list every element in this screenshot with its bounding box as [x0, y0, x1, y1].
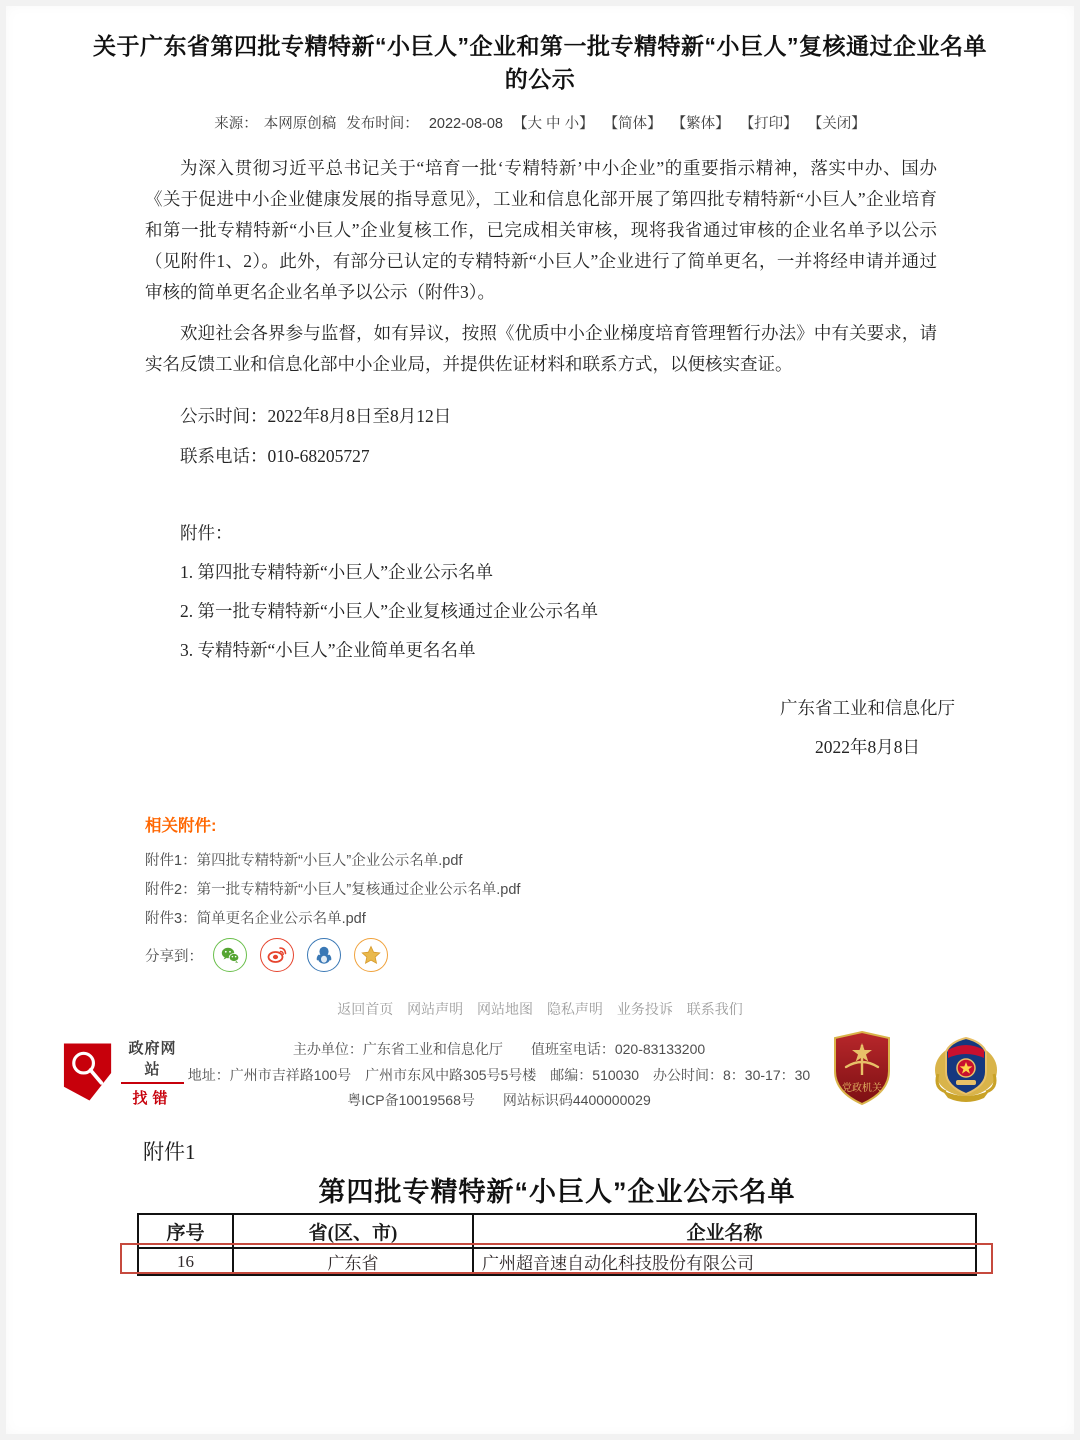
publicity-period: 公示时间：2022年8月8日至8月12日 — [180, 406, 452, 426]
related-file-3-link[interactable]: 简单更名企业公示名单.pdf — [196, 911, 366, 927]
source-label: 来源： — [214, 116, 258, 132]
paragraph-2: 欢迎社会各界参与监督，如有异议，按照《优质中小企业梯度培育管理暂行办法》中有关要求，请实名反馈工业和信息化部中小企业局，并提供佐证材料和联系方式，以便核实查证。 — [145, 323, 937, 374]
cell-company: 广州超音速自动化科技股份有限公司 — [473, 1248, 976, 1275]
share-label: 分享到： — [145, 948, 203, 965]
article-meta — [0, 112, 1080, 133]
pubtime-label: 发布时间： — [346, 116, 419, 132]
footer-nav — [0, 999, 1080, 1019]
related-file-1-label: 附件1： — [145, 853, 197, 869]
paragraph-1: 为深入贯彻习近平总书记关于“培育一批‘专精特新’中小企业”的重要指示精神，落实中办、国办《关于促进中小企业健康发展的指导意见》，工业和信息化部开展了第四批专精特新“小巨人”企业培育和第一批专精特新“小巨人”企业复核工作，已完成相关审核，现将我省通过审核的企业名单予以公示（见附件1、2）。此外，有部分已认定的专精特新“小巨人”企业进行了简单更名，一并将经申请并通过审核的简单更名企业名单予以公示（附件3）。 — [145, 158, 937, 302]
related-file-1-link[interactable]: 第四批专精特新“小巨人”企业公示名单.pdf — [196, 853, 463, 869]
qq-share-icon[interactable] — [307, 938, 341, 972]
annex-table — [137, 1213, 977, 1276]
close-control[interactable]: 【关闭】 — [807, 116, 866, 132]
footer-link-privacy[interactable]: 隐私声明 — [546, 1001, 603, 1017]
find-error-text — [121, 1037, 184, 1108]
footer-link-statement[interactable]: 网站声明 — [407, 1001, 464, 1017]
related-file-row — [145, 909, 745, 929]
weibo-share-icon[interactable] — [260, 938, 294, 972]
footer-info-line2: 地址：广州市吉祥路100号 广州市东风中路305号5号楼 邮编：510030 办公时间：8：30-17：30 — [187, 1066, 811, 1083]
related-file-row — [145, 851, 745, 871]
col-header-seq: 序号 — [138, 1214, 233, 1248]
share-row — [145, 938, 745, 972]
related-file-row — [145, 880, 745, 900]
find-error-flag-icon — [60, 1039, 115, 1105]
find-error-line1: 政府网站 — [121, 1037, 184, 1084]
contact-phone: 联系电话：010-68205727 — [180, 446, 370, 466]
qzone-share-icon[interactable] — [354, 938, 388, 972]
annex-table-data-row — [138, 1248, 976, 1275]
cell-seq: 16 — [138, 1248, 233, 1275]
attachment-item-2: 2. 第一批专精特新“小巨人”企业复核通过企业公示名单 — [180, 601, 599, 621]
related-attachments-section — [145, 812, 745, 972]
signature-date: 2022年8月8日 — [815, 737, 920, 757]
page-title: 关于广东省第四批专精特新“小巨人”企业和第一批专精特新“小巨人”复核通过企业名单的公示 — [93, 33, 987, 92]
annex-table-title: 第四批专精特新“小巨人”企业公示名单 — [318, 1177, 796, 1207]
wechat-share-icon[interactable] — [213, 938, 247, 972]
print-control[interactable]: 【打印】 — [739, 116, 798, 132]
footer-badges — [830, 1026, 1000, 1110]
source-value: 本网原创稿 — [263, 116, 337, 132]
col-header-province: 省(区、市) — [233, 1214, 473, 1248]
font-size-control[interactable]: 【大 中 小】 — [513, 116, 594, 132]
footer-info-line3: 粤ICP备10019568号 网站标识码4400000029 — [347, 1092, 651, 1108]
related-file-3-label: 附件3： — [145, 911, 197, 927]
police-badge-icon[interactable] — [932, 1030, 1000, 1106]
footer-link-sitemap[interactable]: 网站地图 — [477, 1001, 534, 1017]
footer-info-line1: 主办单位：广东省工业和信息化厅 值班室电话：020-83133200 — [292, 1041, 706, 1057]
attachment-item-1: 1. 第四批专精特新“小巨人”企业公示名单 — [180, 562, 494, 582]
related-attachments-heading: 相关附件: — [145, 817, 217, 835]
annex-table-header-row — [138, 1214, 976, 1248]
footer-link-complaint[interactable]: 业务投诉 — [616, 1001, 673, 1017]
signature-block — [780, 695, 955, 759]
related-file-2-label: 附件2： — [145, 882, 197, 898]
attachments-label: 附件： — [180, 523, 233, 543]
article-body — [145, 153, 937, 666]
attachment-item-3: 3. 专精特新“小巨人”企业简单更名名单 — [180, 640, 476, 660]
related-file-2-link[interactable]: 第一批专精特新“小巨人”复核通过企业公示名单.pdf — [196, 882, 521, 898]
party-gov-badge-icon[interactable] — [830, 1029, 894, 1107]
footer-link-contact[interactable]: 联系我们 — [686, 1001, 743, 1017]
party-gov-badge-label: 党政机关 — [842, 1083, 882, 1094]
traditional-control[interactable]: 【繁体】 — [671, 116, 730, 132]
signature-org: 广东省工业和信息化厅 — [780, 698, 955, 718]
cell-province: 广东省 — [233, 1248, 473, 1275]
gov-site-find-error-widget[interactable] — [60, 1032, 184, 1112]
footer-link-home[interactable]: 返回首页 — [337, 1001, 394, 1017]
annex-label: 附件1 — [143, 1140, 196, 1164]
footer-info — [185, 1037, 813, 1114]
find-error-line2: 找错 — [132, 1089, 173, 1107]
simplified-control[interactable]: 【简体】 — [603, 116, 662, 132]
col-header-company: 企业名称 — [473, 1214, 976, 1248]
pubtime-value: 2022-08-08 — [428, 116, 503, 132]
